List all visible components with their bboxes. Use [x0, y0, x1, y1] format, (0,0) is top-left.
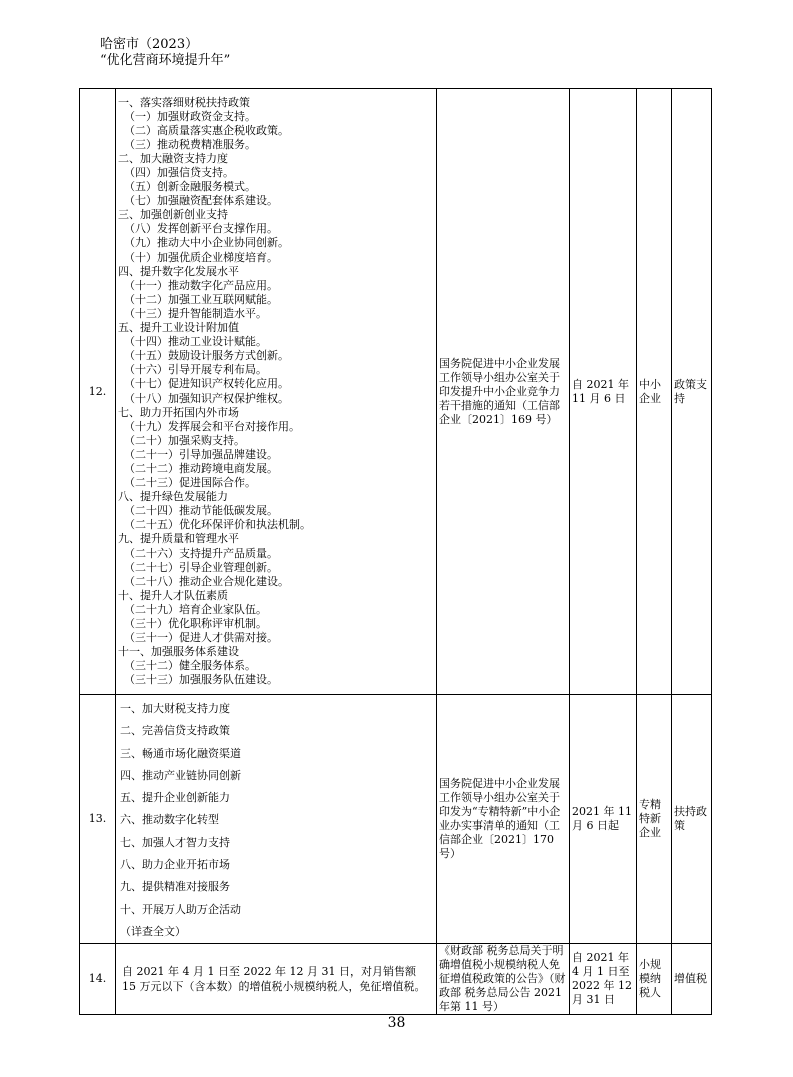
policy-line: （二十六）支持提升产品质量。 — [124, 546, 278, 560]
policy-line: （十七）促进知识产权转化应用。 — [124, 377, 289, 391]
policy-line: 一、落实落细财税扶持政策 — [118, 95, 250, 109]
target-group: 小规模纳税人 — [637, 944, 672, 1015]
row-number: 13. — [80, 695, 116, 944]
policy-line: 五、提升企业创新能力 — [120, 791, 230, 805]
policy-line: 六、推动数字化转型 — [120, 813, 219, 827]
page-header — [100, 37, 230, 69]
policy-type: 政策支持 — [672, 89, 712, 695]
policy-text: 自 2021 年 4 月 1 日至 2022 年 12 月 31 日，对月销售额 15 万元以下（含本数）的增值税小规模纳税人，免征增值税。 — [122, 965, 426, 994]
policy-line: 七、加强人才智力支持 — [120, 835, 230, 849]
policy-line: 八、助力企业开拓市场 — [120, 858, 230, 872]
policy-line: （四）加强信贷支持。 — [124, 166, 234, 179]
effective-date: 自 2021 年 4 月 1 日至 2022 年 12 月 31 日 — [570, 944, 637, 1015]
policy-line: （十三）提升智能制造水平。 — [124, 306, 267, 320]
policy-line: （十二）加强工业互联网赋能。 — [124, 292, 278, 306]
policy-line: （二十二）推动跨境电商发展。 — [124, 461, 278, 475]
policy-line: （十八）加强知识产权保护维权。 — [124, 391, 289, 405]
policy-line: 十一、加强服务体系建设 — [118, 645, 239, 659]
document-name: 国务院促进中小企业发展工作领导小组办公室关于印发为“专精特新”中小企业办实事清单的通知（工信部企业〔2021〕170 号） — [437, 695, 570, 944]
policy-line: 二、加大融资支持力度 — [118, 151, 228, 165]
policy-line: 九、提升质量和管理水平 — [118, 532, 239, 546]
policy-table — [79, 88, 712, 1015]
policy-line: （十一）推动数字化产品应用。 — [124, 278, 278, 292]
effective-date: 自 2021 年 11 月 6 日 — [570, 89, 637, 695]
policy-line: 五、提升工业设计附加值 — [118, 321, 239, 335]
policy-lines — [118, 698, 434, 943]
policy-line: （二）高质量落实惠企税收政策。 — [124, 123, 289, 137]
target-group: 专精特新企业 — [637, 695, 672, 944]
header-line-2: “优化营商环境提升年” — [100, 53, 231, 68]
policy-line: （详查全文） — [120, 924, 186, 938]
policy-line: （三十二）健全服务体系。 — [124, 659, 256, 673]
table-row-14 — [80, 944, 712, 1015]
policy-line: （三十三）加强服务队伍建设。 — [124, 673, 278, 687]
page-number: 38 — [387, 1015, 406, 1031]
policy-line: （二十五）优化环保评价和执法机制。 — [124, 518, 311, 532]
policy-line: （三十）优化职称评审机制。 — [124, 617, 267, 630]
policy-line: 七、助力开拓国内外市场 — [118, 405, 239, 419]
document-name: 《财政部 税务总局关于明确增值税小规模纳税人免征增值税政策的公告》（财政部 税务总局公告 2021 年第 11 号） — [437, 944, 570, 1015]
policy-line: （十四）推动工业设计赋能。 — [124, 335, 267, 349]
policy-line: （二十七）引导企业管理创新。 — [124, 560, 278, 574]
policy-line: （十六）引导开展专利布局。 — [124, 363, 267, 377]
policy-line: （二十三）促进国际合作。 — [124, 476, 256, 490]
policy-lines — [118, 96, 434, 688]
policy-line: （三）推动税费精准服务。 — [124, 137, 256, 151]
policy-line: （九）推动大中小企业协同创新。 — [124, 236, 289, 250]
policy-line: （三十一）促进人才供需对接。 — [124, 631, 278, 645]
row-number: 14. — [80, 944, 116, 1015]
policy-line: （二十四）推动节能低碳发展。 — [124, 504, 278, 518]
policy-line: （十）加强优质企业梯度培育。 — [124, 250, 278, 264]
policy-line: （二十一）引导加强品牌建设。 — [124, 447, 278, 461]
header-line-1: 哈密市（2023） — [100, 37, 199, 52]
table-row-12 — [80, 89, 712, 695]
policy-line: 二、完善信贷支持政策 — [120, 724, 230, 738]
policy-line: （二十九）培育企业家队伍。 — [124, 602, 267, 616]
policy-content — [116, 89, 437, 695]
policy-line: 四、推动产业链协同创新 — [120, 768, 241, 782]
policy-line: （八）发挥创新平台支撑作用。 — [124, 222, 278, 236]
policy-line: （十九）发挥展会和平台对接作用。 — [124, 419, 300, 433]
effective-date: 2021 年 11 月 6 日起 — [570, 695, 637, 944]
policy-line: 三、加强创新创业支持 — [118, 208, 228, 222]
policy-line: 一、加大财税支持力度 — [120, 702, 230, 715]
table-row-13 — [80, 695, 712, 944]
policy-line: 九、提供精准对接服务 — [120, 880, 230, 894]
policy-line: 四、提升数字化发展水平 — [118, 264, 239, 278]
policy-line: 八、提升绿色发展能力 — [118, 490, 228, 504]
policy-line: （五）创新金融服务模式。 — [124, 180, 256, 194]
policy-line: 十、提升人才队伍素质 — [118, 588, 228, 602]
policy-line: （二十八）推动企业合规化建设。 — [124, 574, 289, 588]
policy-type: 增值税 — [672, 944, 712, 1015]
policy-content — [116, 695, 437, 944]
document-name: 国务院促进中小企业发展工作领导小组办公室关于印发提升中小企业竞争力若干措施的通知（工信部企业〔2021〕169 号） — [437, 89, 570, 695]
policy-line: 三、畅通市场化融资渠道 — [120, 746, 241, 760]
policy-line: （十五）鼓励设计服务方式创新。 — [124, 349, 289, 363]
policy-line: （二十）加强采购支持。 — [124, 433, 245, 447]
policy-type: 扶持政策 — [672, 695, 712, 944]
row-number: 12. — [80, 89, 116, 695]
target-group: 中小企业 — [637, 89, 672, 695]
policy-line: （七）加强融资配套体系建设。 — [124, 194, 278, 208]
policy-line: 十、开展万人助万企活动 — [120, 902, 241, 916]
policy-line: （一）加强财政资金支持。 — [124, 109, 256, 123]
policy-content — [116, 944, 437, 1015]
